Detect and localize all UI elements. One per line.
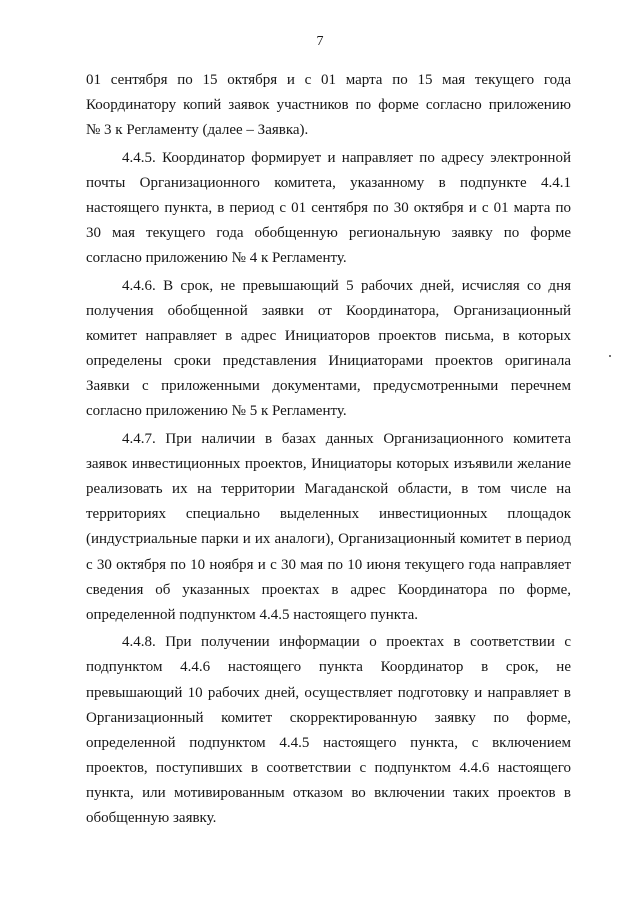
text-line: (индустриальные парки и их аналоги), Организационный комитет в период xyxy=(86,531,571,548)
text-line: пункта, или мотивированным отказом во включении таких проектов в xyxy=(86,785,571,802)
text-line: определенной подпунктом 4.4.5 настоящего пункта. xyxy=(86,606,419,623)
text-line: сведения об указанных проектах в адрес Координатора по форме, xyxy=(86,581,571,598)
text-line: превышающий 10 рабочих дней, осуществляет подготовку и направляет в xyxy=(86,684,571,701)
text-line: получения обобщенной заявки от Координатора, Организационный xyxy=(86,302,571,319)
text-line: 4.4.6. В срок, не превышающий 5 рабочих дней, исчисляя со дня xyxy=(122,277,571,294)
text-line: Координатору копий заявок участников по форме согласно приложению xyxy=(86,97,571,114)
paragraph-4-4-8 xyxy=(86,630,571,832)
paragraph-4-4-7 xyxy=(86,427,571,629)
scan-speck xyxy=(609,355,611,357)
text-line: 4.4.8. При получении информации о проектах в соответствии с xyxy=(122,634,571,651)
text-line: 4.4.7. При наличии в базах данных Организационного комитета xyxy=(122,430,571,447)
text-line: реализовать их на территории Магаданской области, в том числе на xyxy=(86,481,571,497)
text-line: настоящего пункта, в период с 01 сентября по 30 октября и с 01 марта по xyxy=(86,199,571,216)
text-line: подпунктом 4.4.6 настоящего пункта Координатор в срок, не xyxy=(86,659,571,676)
text-line: обобщенную заявку. xyxy=(86,810,217,827)
text-line: территориях специально выделенных инвестиционных площадок xyxy=(86,506,571,523)
text-line: 01 сентября по 15 октября и с 01 марта по 15 мая текущего года xyxy=(86,72,571,88)
paragraph-4-4-6 xyxy=(86,274,571,425)
text-line: Заявки с приложенными документами, предусмотренными перечнем xyxy=(86,378,571,395)
text-line: с 30 октября по 10 ноября и с 30 мая по 10 июня текущего года направляет xyxy=(86,556,571,573)
paragraph-4-4-5 xyxy=(86,146,571,272)
text-line: комитет направляет в адрес Инициаторов проектов письма, в которых xyxy=(86,327,571,344)
text-line: № 3 к Регламенту (далее – Заявка). xyxy=(86,122,309,139)
text-line: Организационный комитет скорректированную заявку по форме, xyxy=(86,709,571,726)
text-line: заявок инвестиционных проектов, Инициаторы которых изъявили желание xyxy=(86,455,571,472)
text-line: почты Организационного комитета, указанному в подпункте 4.4.1 xyxy=(86,174,571,191)
text-line: 30 мая текущего года обобщенную региональную заявку по форме xyxy=(86,225,571,242)
document-body xyxy=(86,68,571,832)
paragraph-continuation xyxy=(86,68,571,144)
text-line: определенной подпунктом 4.4.5 настоящего пункта, с включением xyxy=(86,734,571,751)
text-line: согласно приложению № 4 к Регламенту. xyxy=(86,250,347,267)
text-line: проектов, поступивших в соответствии с подпунктом 4.4.6 настоящего xyxy=(86,760,571,777)
text-line: определены сроки представления Инициаторами проектов оригинала xyxy=(86,353,571,370)
page-number: 7 xyxy=(316,34,324,49)
text-line: 4.4.5. Координатор формирует и направляет по адресу электронной xyxy=(122,149,571,166)
text-line: согласно приложению № 5 к Регламенту. xyxy=(86,403,347,420)
